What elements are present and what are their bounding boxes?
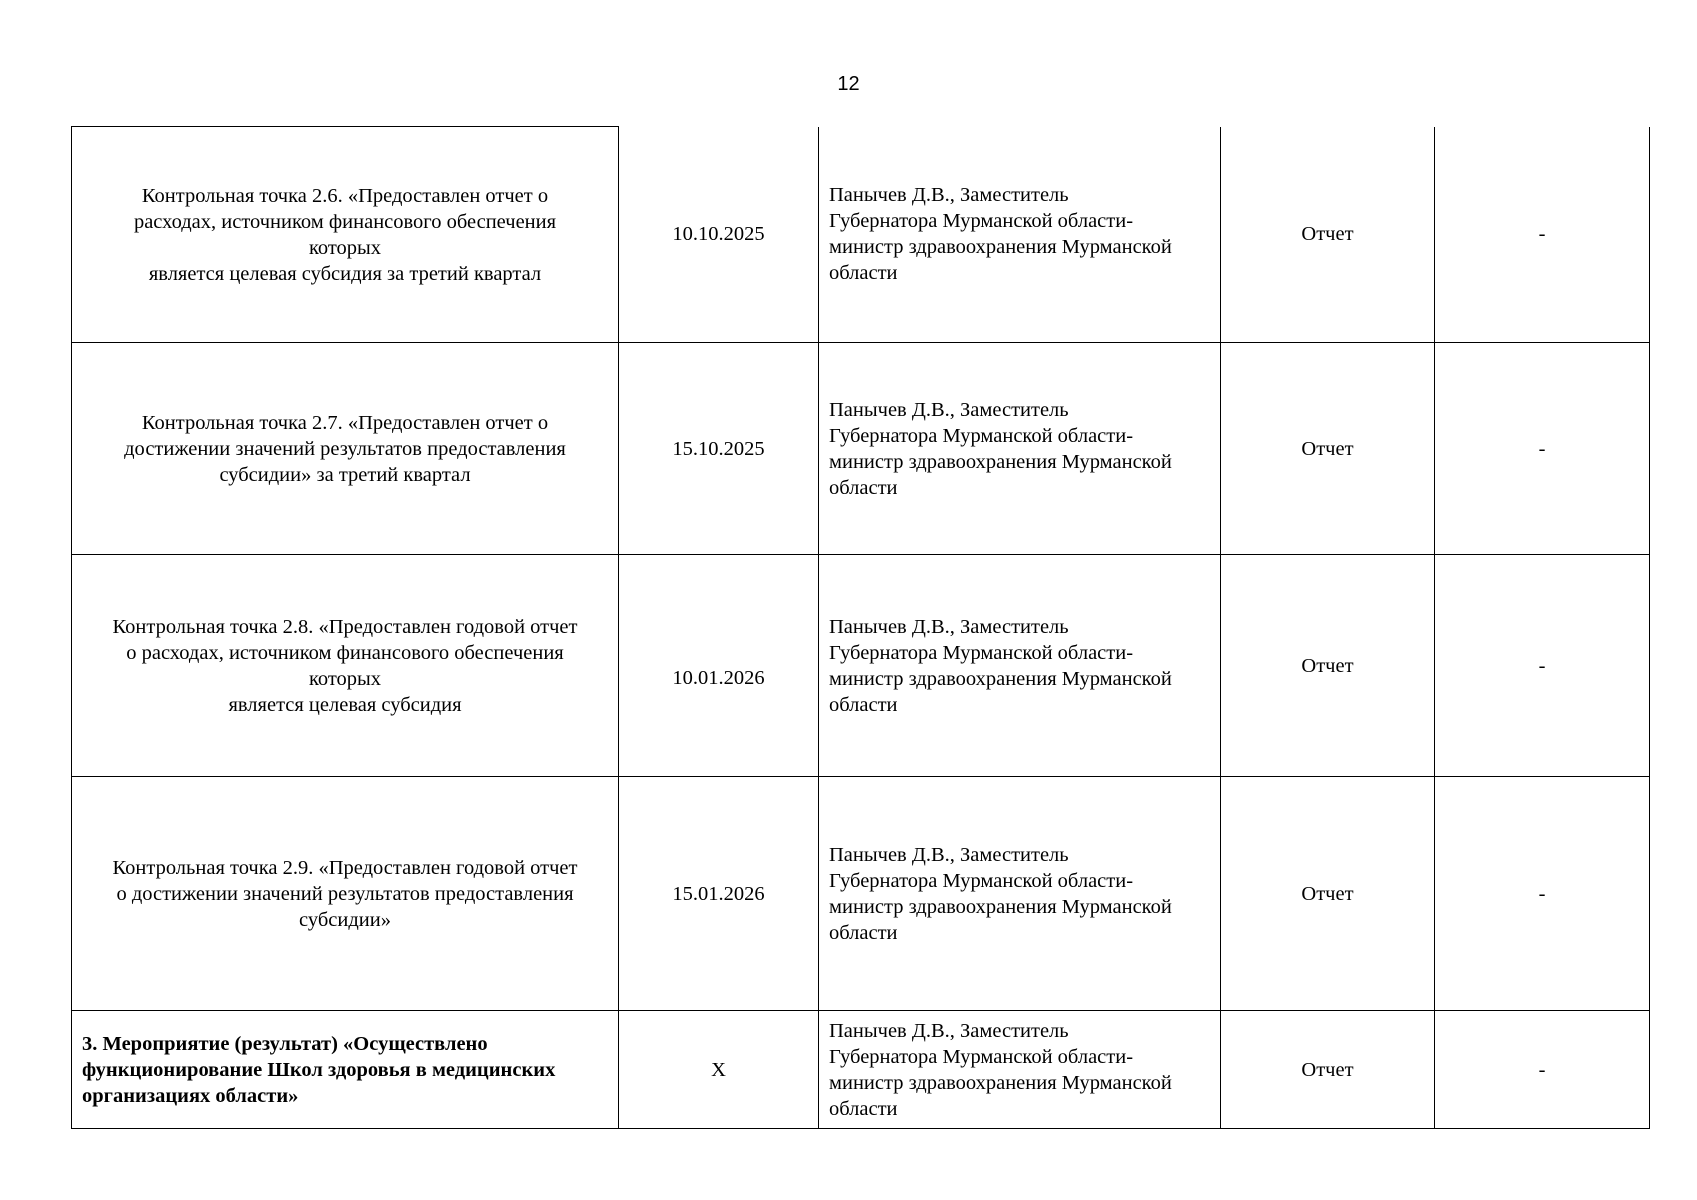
description-line: достижении значений результатов предоставления <box>124 437 566 460</box>
responsible-line: Панычев Д.В., Заместитель <box>829 615 1069 638</box>
responsible-line: области <box>829 1097 898 1120</box>
description-line: Контрольная точка 2.7. «Предоставлен отчет о <box>141 411 549 434</box>
page-number: 12 <box>837 73 860 95</box>
note-cell: - <box>1435 127 1650 343</box>
note-cell: - <box>1435 1011 1650 1129</box>
responsible-line: области <box>829 921 898 944</box>
responsible-cell <box>819 343 1221 555</box>
table-row <box>72 777 1650 1011</box>
responsible-line: Губернатора Мурманской области- <box>829 641 1134 664</box>
responsible-line: Губернатора Мурманской области- <box>829 869 1134 892</box>
date-cell: 15.10.2025 <box>619 343 819 555</box>
date-cell: 15.01.2026 <box>619 777 819 1011</box>
description-line: является целевая субсидия <box>228 693 462 716</box>
description-cell <box>72 127 619 343</box>
responsible-line: области <box>829 476 898 499</box>
description-cell <box>72 777 619 1011</box>
responsible-cell <box>819 127 1221 343</box>
document-type-cell: Отчет <box>1221 1011 1435 1129</box>
table-row <box>72 127 1650 343</box>
note-cell: - <box>1435 343 1650 555</box>
description-line: Контрольная точка 2.9. «Предоставлен годовой отчет <box>112 856 578 879</box>
description-cell <box>72 343 619 555</box>
responsible-line: области <box>829 262 898 285</box>
responsible-cell <box>819 1011 1221 1129</box>
description-line: является целевая субсидия за третий квартал <box>148 262 542 285</box>
description-line: Контрольная точка 2.8. «Предоставлен годовой отчет <box>112 615 578 638</box>
document-type-cell: Отчет <box>1221 343 1435 555</box>
responsible-line: Губернатора Мурманской области- <box>829 210 1134 233</box>
control-points-table <box>71 126 1650 1129</box>
description-line: Контрольная точка 2.6. «Предоставлен отчет о <box>141 184 549 207</box>
table-row <box>72 343 1650 555</box>
document-type-cell: Отчет <box>1221 555 1435 777</box>
description-line: субсидии» за третий квартал <box>219 463 471 486</box>
description-line: которых <box>308 236 382 259</box>
description-line: о достижении значений результатов предоставления <box>116 882 574 905</box>
description-line: 3. Мероприятие (результат) «Осуществлено <box>82 1032 488 1055</box>
description-line: которых <box>308 667 382 690</box>
description-line: функционирование Школ здоровья в медицинских <box>82 1058 556 1081</box>
description-line: о расходах, источником финансового обеспечения <box>126 641 564 664</box>
date-cell: 10.01.2026 <box>619 555 819 777</box>
note-cell: - <box>1435 555 1650 777</box>
responsible-line: министр здравоохранения Мурманской <box>829 895 1172 918</box>
responsible-line: министр здравоохранения Мурманской <box>829 1071 1172 1094</box>
responsible-line: области <box>829 693 898 716</box>
responsible-line: Губернатора Мурманской области- <box>829 1045 1134 1068</box>
responsible-line: министр здравоохранения Мурманской <box>829 450 1172 473</box>
document-type-cell: Отчет <box>1221 777 1435 1011</box>
responsible-cell <box>819 777 1221 1011</box>
responsible-line: министр здравоохранения Мурманской <box>829 667 1172 690</box>
responsible-cell <box>819 555 1221 777</box>
description-line: организациях области» <box>82 1084 299 1107</box>
description-line: расходах, источником финансового обеспечения <box>133 210 557 233</box>
responsible-line: Панычев Д.В., Заместитель <box>829 184 1069 207</box>
responsible-line: Панычев Д.В., Заместитель <box>829 843 1069 866</box>
date-cell: X <box>619 1011 819 1129</box>
description-cell <box>72 1011 619 1129</box>
responsible-line: Панычев Д.В., Заместитель <box>829 398 1069 421</box>
responsible-line: Губернатора Мурманской области- <box>829 424 1134 447</box>
responsible-line: министр здравоохранения Мурманской <box>829 236 1172 259</box>
note-cell: - <box>1435 777 1650 1011</box>
date-cell: 10.10.2025 <box>619 127 819 343</box>
document-type-cell: Отчет <box>1221 127 1435 343</box>
table-row <box>72 555 1650 777</box>
description-line: субсидии» <box>299 908 391 931</box>
description-cell <box>72 555 619 777</box>
table-row <box>72 1011 1650 1129</box>
responsible-line: Панычев Д.В., Заместитель <box>829 1019 1069 1042</box>
